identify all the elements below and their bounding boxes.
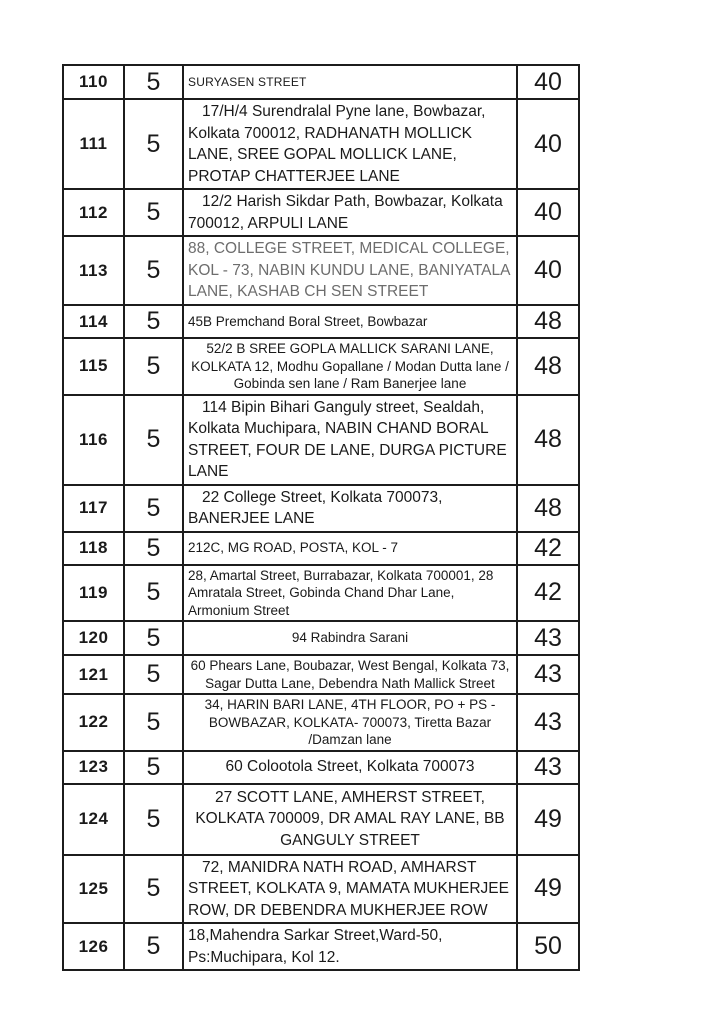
count-cell: 49	[517, 855, 579, 924]
ward-cell: 5	[124, 784, 183, 855]
ward-cell: 5	[124, 923, 183, 970]
count-cell: 40	[517, 236, 579, 305]
ward-cell: 5	[124, 99, 183, 189]
count-cell: 43	[517, 655, 579, 694]
address-cell: 114 Bipin Bihari Ganguly street, Sealdah, Kolkata Muchipara, NABIN CHAND BORAL STREET, FOUR DE LANE, DURGA PICTURE LANE	[183, 395, 517, 485]
address-table	[62, 64, 580, 971]
ward-cell: 5	[124, 236, 183, 305]
ward-cell: 5	[124, 565, 183, 622]
table-row	[63, 621, 579, 655]
serial-cell: 123	[63, 751, 124, 784]
serial-cell: 124	[63, 784, 124, 855]
address-cell: 18,Mahendra Sarkar Street,Ward-50, Ps:Muchipara, Kol 12.	[183, 923, 517, 970]
ward-cell: 5	[124, 751, 183, 784]
serial-cell: 120	[63, 621, 124, 655]
count-cell: 48	[517, 485, 579, 532]
count-cell: 43	[517, 694, 579, 751]
address-cell: 72, MANIDRA NATH ROAD, AMHARST STREET, KOLKATA 9, MAMATA MUKHERJEE ROW, DR DEBENDRA MUKHERJEE ROW	[183, 855, 517, 924]
count-cell: 40	[517, 65, 579, 99]
address-cell: 12/2 Harish Sikdar Path, Bowbazar, Kolkata 700012, ARPULI LANE	[183, 189, 517, 236]
table-row	[63, 305, 579, 338]
ward-cell: 5	[124, 65, 183, 99]
count-cell: 42	[517, 532, 579, 565]
table-row	[63, 338, 579, 395]
table-row	[63, 694, 579, 751]
count-cell: 40	[517, 99, 579, 189]
address-cell: 94 Rabindra Sarani	[183, 621, 517, 655]
table-row	[63, 236, 579, 305]
count-cell: 43	[517, 751, 579, 784]
ward-cell: 5	[124, 395, 183, 485]
table-row	[63, 855, 579, 924]
table-body	[63, 65, 579, 970]
table-row	[63, 189, 579, 236]
ward-cell: 5	[124, 485, 183, 532]
serial-cell: 116	[63, 395, 124, 485]
table-row	[63, 565, 579, 622]
table-row	[63, 65, 579, 99]
table-row	[63, 485, 579, 532]
serial-cell: 114	[63, 305, 124, 338]
count-cell: 40	[517, 189, 579, 236]
address-cell: 34, HARIN BARI LANE, 4TH FLOOR, PO + PS - BOWBAZAR, KOLKATA- 700073, Tiretta Bazar /Damzan lane	[183, 694, 517, 751]
table-row	[63, 923, 579, 970]
serial-cell: 110	[63, 65, 124, 99]
table-row	[63, 784, 579, 855]
table-row	[63, 532, 579, 565]
serial-cell: 118	[63, 532, 124, 565]
count-cell: 48	[517, 395, 579, 485]
serial-cell: 113	[63, 236, 124, 305]
table-row	[63, 99, 579, 189]
serial-cell: 111	[63, 99, 124, 189]
address-cell: 45B Premchand Boral Street, Bowbazar	[183, 305, 517, 338]
serial-cell: 119	[63, 565, 124, 622]
address-cell: SURYASEN STREET	[183, 65, 517, 99]
serial-cell: 122	[63, 694, 124, 751]
table-row	[63, 395, 579, 485]
ward-cell: 5	[124, 655, 183, 694]
count-cell: 49	[517, 784, 579, 855]
serial-cell: 121	[63, 655, 124, 694]
address-cell: 17/H/4 Surendralal Pyne lane, Bowbazar, Kolkata 700012, RADHANATH MOLLICK LANE, SREE GOPAL MOLLICK LANE, PROTAP CHATTERJEE LANE	[183, 99, 517, 189]
ward-cell: 5	[124, 305, 183, 338]
count-cell: 48	[517, 338, 579, 395]
serial-cell: 125	[63, 855, 124, 924]
address-cell: 22 College Street, Kolkata 700073, BANERJEE LANE	[183, 485, 517, 532]
address-cell: 88, COLLEGE STREET, MEDICAL COLLEGE, KOL - 73, NABIN KUNDU LANE, BANIYATALA LANE, KASHAB CH SEN STREET	[183, 236, 517, 305]
count-cell: 48	[517, 305, 579, 338]
count-cell: 42	[517, 565, 579, 622]
address-cell: 52/2 B SREE GOPLA MALLICK SARANI LANE, KOLKATA 12, Modhu Gopallane / Modan Dutta lane / Gobinda sen lane / Ram Banerjee lane	[183, 338, 517, 395]
ward-cell: 5	[124, 855, 183, 924]
table-row	[63, 655, 579, 694]
count-cell: 50	[517, 923, 579, 970]
table-row	[63, 751, 579, 784]
serial-cell: 126	[63, 923, 124, 970]
ward-cell: 5	[124, 532, 183, 565]
ward-cell: 5	[124, 621, 183, 655]
ward-cell: 5	[124, 338, 183, 395]
ward-cell: 5	[124, 694, 183, 751]
serial-cell: 117	[63, 485, 124, 532]
address-cell: 60 Phears Lane, Boubazar, West Bengal, Kolkata 73, Sagar Dutta Lane, Debendra Nath Mallick Street	[183, 655, 517, 694]
address-cell: 60 Colootola Street, Kolkata 700073	[183, 751, 517, 784]
address-cell: 212C, MG ROAD, POSTA, KOL - 7	[183, 532, 517, 565]
count-cell: 43	[517, 621, 579, 655]
serial-cell: 112	[63, 189, 124, 236]
ward-cell: 5	[124, 189, 183, 236]
address-cell: 27 SCOTT LANE, AMHERST STREET, KOLKATA 700009, DR AMAL RAY LANE, BB GANGULY STREET	[183, 784, 517, 855]
address-cell: 28, Amartal Street, Burrabazar, Kolkata 700001, 28 Amratala Street, Gobinda Chand Dhar Lane, Armonium Street	[183, 565, 517, 622]
serial-cell: 115	[63, 338, 124, 395]
